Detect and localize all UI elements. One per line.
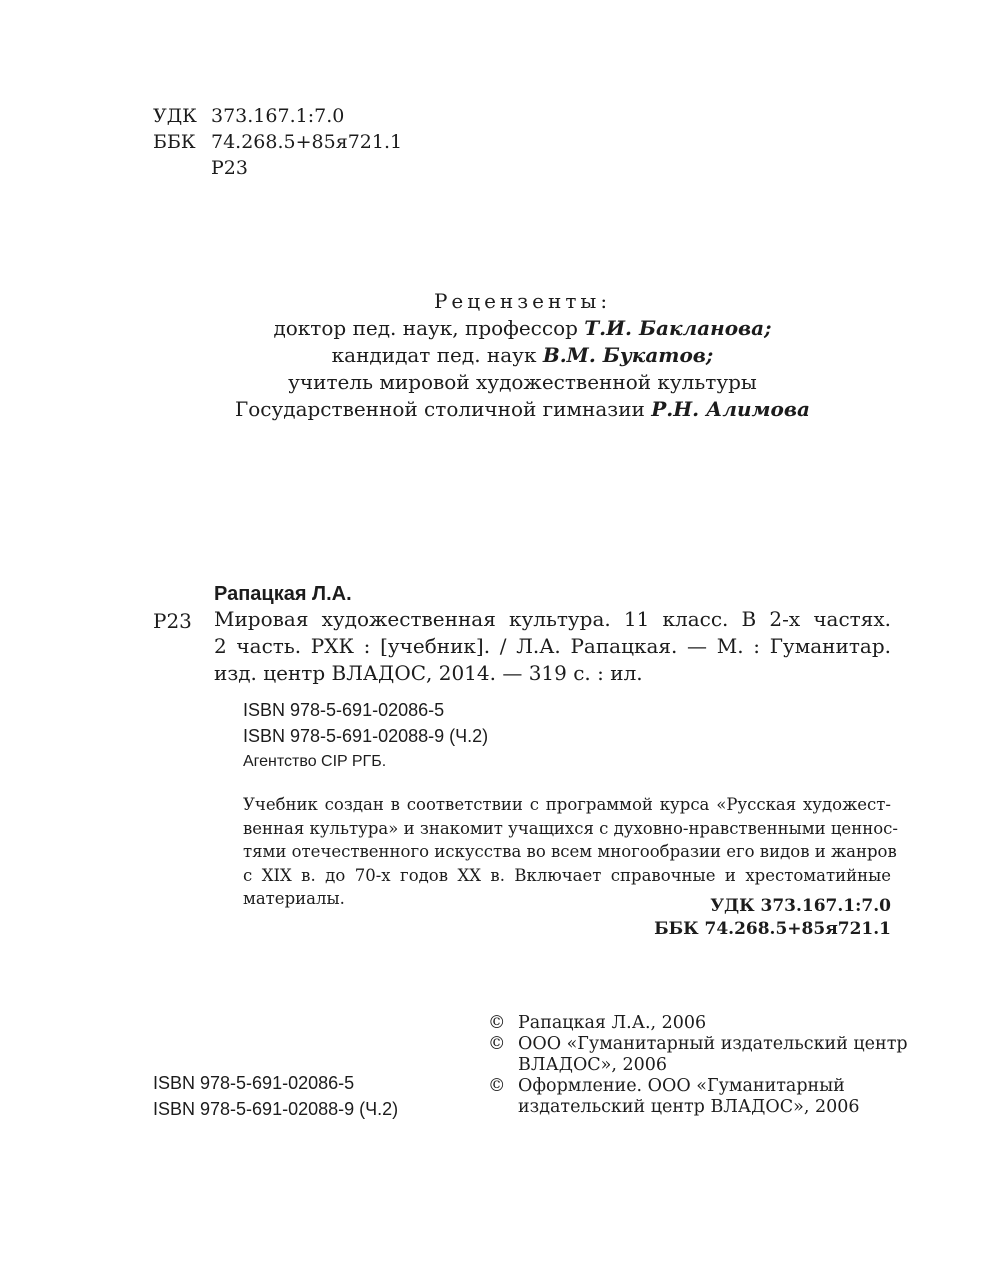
bbk-label: ББК [153,131,196,153]
udk-value: 373.167.1:7.0 [211,105,345,127]
copyright-2-line-2: ВЛАДОС», 2006 [518,1055,668,1075]
annotation-line-1: Учебник создан в соответствии с программой курса «Русская художест- [243,795,891,814]
record-isbn-1: ISBN 978-5-691-02086-5 [243,700,445,720]
reviewer-3 [150,396,895,423]
record-author: Рапацкая Л.А. [214,583,352,605]
reviewers-block [150,288,895,423]
udk-bbk-summary [654,895,891,941]
record-isbn-2: ISBN 978-5-691-02088-9 (Ч.2) [243,726,489,746]
record-line-1: Мировая художественная культура. 11 класс. В 2-х частях. [214,607,891,631]
reviewer-1-title: доктор пед. наук, профессор [273,316,585,340]
copyright-2-line-1: ООО «Гуманитарный издательский центр [518,1034,908,1054]
reviewer-3-line1: учитель мировой художественной культуры [288,370,757,394]
record-agency: Агентство CIP РГБ. [243,753,387,770]
copyright-entry-1 [488,1013,908,1034]
record-line-3: изд. центр ВЛАДОС, 2014. — 319 с. : ил. [214,661,643,685]
bottom-isbn-block [153,1070,398,1122]
copyright-entry-2 [488,1034,908,1076]
copyright-icon: © [488,1013,506,1033]
copyright-3-line-1: Оформление. ООО «Гуманитарный [518,1076,845,1096]
reviewer-3-name: Р.Н. Алимова [651,397,810,421]
bbk-value: 74.268.5+85я721.1 [211,131,403,153]
annotation-line-5: материалы. [243,889,345,908]
annotation-line-3: тями отечественного искусства во всем многообразии его видов и жанров [243,842,897,861]
copyright-block [488,1013,908,1118]
reviewer-2-name: В.М. Букатов; [542,343,714,367]
reviewer-2 [150,342,895,369]
copyright-icon: © [488,1034,506,1054]
annotation [243,793,898,911]
record-description [214,606,891,687]
copyright-icon: © [488,1076,506,1096]
udk-summary: УДК 373.167.1:7.0 [710,896,891,916]
record-isbn-block [243,697,488,775]
copyright-1-text: Рапацкая Л.А., 2006 [518,1013,707,1033]
reviewer-1 [150,315,895,342]
copyright-3-line-2: издательский центр ВЛАДОС», 2006 [518,1097,860,1117]
annotation-line-4: с XIX в. до 70-х годов XX в. Включает справочные и хрестоматийные [243,865,891,885]
record-code: Р23 [153,609,192,633]
author-mark: Р23 [211,157,248,179]
record-line-2: 2 часть. РХК : [учебник]. / Л.А. Рапацкая. — М. : Гуманитар. [214,634,891,658]
bottom-isbn-1: ISBN 978-5-691-02086-5 [153,1073,355,1093]
reviewer-3-title: Государственной столичной гимназии [235,397,652,421]
udk-label: УДК [153,105,197,127]
bbk-summary: ББК 74.268.5+85я721.1 [654,919,891,939]
copyright-entry-3 [488,1076,908,1118]
annotation-line-2: венная культура» и знакомит учащихся с духовно-нравственными ценнос- [243,818,898,838]
bottom-isbn-2: ISBN 978-5-691-02088-9 (Ч.2) [153,1099,399,1119]
reviewer-2-title: кандидат пед. наук [331,343,543,367]
reviewer-1-name: Т.И. Бакланова; [584,316,772,340]
reviewers-heading: Рецензенты: [433,289,612,313]
